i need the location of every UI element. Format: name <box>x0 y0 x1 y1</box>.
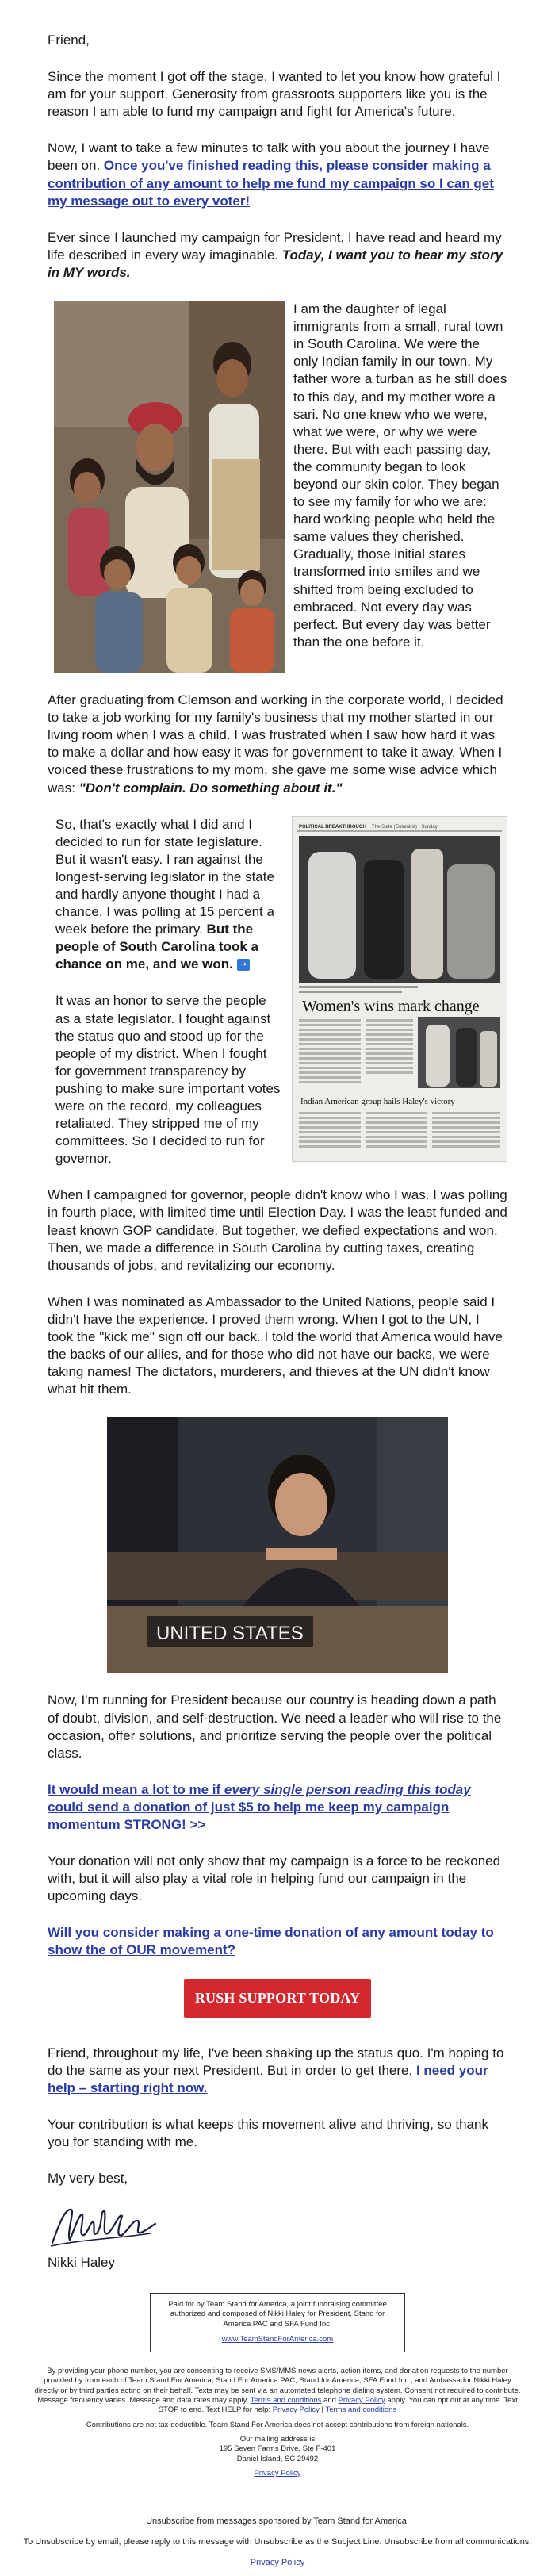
unsubscribe-section <box>0 2517 555 2567</box>
newspaper-clipping-photo <box>292 816 507 1162</box>
donate-5-link[interactable] <box>48 1782 471 1832</box>
contribute-link-1[interactable]: Once you've finished reading this, please consider making a contribution of any amount to help me fund my campaign so I can get my message out to every voter! <box>48 158 494 209</box>
newspaper-masthead-left: POLITICAL BREAKTHROUGH <box>299 824 366 830</box>
sms-and: and <box>321 2395 339 2405</box>
newspaper-masthead-right: The State (Columbia) · Sunday <box>372 824 438 830</box>
donate-5-text-b: every single person reading this today <box>224 1781 471 1797</box>
greeting: Friend, <box>48 33 90 48</box>
un-nameplate: UNITED STATES <box>156 1623 304 1645</box>
unsubscribe-email[interactable]: To Unsubscribe by email, please reply to this message with Unsubscribe as the Subject Line. Unsubscribe from all communications. <box>23 2537 532 2547</box>
donate-5-text-c: could send a donation of just $5 to help me keep my campaign momentum STRONG! >> <box>48 1799 450 1832</box>
arrow-right-icon: ➞ <box>237 959 250 971</box>
sms-consent-lead: By providing your phone number, you are consenting to receive SMS/MMS news alerts, action items, and donation requests to the number provided by from each of Team Stand For America, Stand For America PAC, Stand for America, SFA Fund Inc., and Ambassador Nikki Haley directly or by third parties acting on their behalf. Texts may be sent via an automated telephone dialing system. Consent not required to contribute. Message frequency varies. Message and data rates may apply. <box>34 2366 521 2405</box>
email-body <box>48 0 507 2352</box>
journey-text: Now, I want to take a few minutes to talk with you about the journey I have been on. <box>48 140 490 174</box>
business-paragraph <box>48 692 507 797</box>
donate-5-paragraph <box>48 1781 507 1834</box>
newspaper-clipping-illustration <box>293 817 507 1161</box>
status-quo-text: Friend, throughout my life, I've been shaking up the status quo. I'm hoping to do the same as your next President. But in order to get there, <box>48 2045 504 2079</box>
state-legislator-paragraph: It was an honor to serve the people as a state legislator. I fought against the status quo and stood up for the people of my district. When I fought for government transparency by pushing to make sure important votes were on the record, my colleagues retaliated. They stripped me of my committees. So I decided to run for governor. <box>56 993 281 1167</box>
legal-section <box>32 2367 523 2478</box>
privacy-link-inline-2[interactable]: Privacy Policy <box>272 2405 320 2415</box>
rush-support-button[interactable]: RUSH SUPPORT TODAY <box>184 1979 371 2018</box>
story-text: Ever since I launched my campaign for President, I have read and heard my life described in every way imaginable. <box>48 229 502 263</box>
governor-paragraph: When I campaigned for governor, people didn't know who I was. I was polling in fourth place, with limited time until Election Day. I was the least funded and least known GOP candidate. But together, we defied expectations and won. Then, we made a difference in South Carolina by cutting taxes, creating thousands of jobs, and revitalizing our economy. <box>48 1187 507 1273</box>
closing: My very best, <box>48 2171 128 2187</box>
thank-you-paragraph: Your contribution is what keeps this movement alive and thriving, so thank you for standing with me. <box>48 2117 488 2150</box>
un-photo <box>107 1417 448 1673</box>
business-text: After graduating from Clemson and working in the corporate world, I decided to take a job working for my family's business that my mother started in our living room when I was a child. I was frustrated when I saw how hard it was to make a dollar and how easy it was for government to take it away. When I voiced these frustrations to my mom, she gave me some wise advice which was: <box>48 692 503 795</box>
president-paragraph: Now, I'm running for President because our country is heading down a path of doubt, division, and self-destruction. We need a leader who will rise to the occasion, offer solutions, and prioritize serving the people over the political class. <box>48 1692 502 1761</box>
one-time-donation-paragraph <box>48 1924 507 1959</box>
mom-quote: "Don't complain. Do something about it." <box>78 780 343 795</box>
status-quo-paragraph <box>48 2045 507 2097</box>
signature-image <box>48 2202 159 2251</box>
legislature-lead: So, that's exactly what I did and I decided to run for state legislature. But it wasn't easy. I ran against the longest-serving legislator in the state and hardly anyone thought I had a chance. I was polling at 15 percent a week before the primary. <box>56 816 274 937</box>
privacy-link-inline-1[interactable]: Privacy Policy <box>338 2395 385 2405</box>
sms-consent-text <box>32 2367 523 2416</box>
intro-paragraph: Since the moment I got off the stage, I wanted to let you know how grateful I am for your support. Generosity from grassroots supporters like you is the reason I am able to fund my campaign and fight for America's future. <box>48 69 501 120</box>
one-time-donation-link[interactable]: Will you consider making a one-time donation of any amount today to show the of OUR movement? <box>48 1925 494 1958</box>
family-photo <box>54 301 285 673</box>
sms-consent-tail: apply. You can opt out at any time. Text STOP to end. Text HELP for help: <box>158 2395 518 2415</box>
paid-for-text: Paid for by Team Stand for America, a joint fundraising committee authorized and composed of Nikki Haley for President, Stand for America PAC and SFA Fund Inc. <box>168 2299 387 2329</box>
family-photo-illustration <box>54 301 285 673</box>
sms-separator: | <box>319 2405 326 2415</box>
cta-wrapper <box>48 1979 507 2018</box>
story-emphasis: Today, I want you to hear my story in MY words. <box>48 247 503 280</box>
journey-paragraph <box>48 140 507 209</box>
address-line-1: 195 Seven Farms Drive, Ste F-401 <box>219 2444 336 2454</box>
legislature-win: But the people of South Carolina took a chance on me, and we won. <box>56 922 258 972</box>
family-section <box>48 301 507 673</box>
address-label: Our mailing address is <box>239 2434 316 2444</box>
ambassador-paragraph: When I was nominated as Ambassador to the United Nations, people said I didn't have the experience. I proved them wrong. When I got to the UN, I took the "kick me" sign off our back. I told the world that America would have the backs of our allies, and for those who did not have our backs, we were taking names! The dictators, murderers, and thieves at the UN didn't know what hit them. <box>48 1294 503 1397</box>
newspaper-headline: Women's wins mark change <box>302 997 480 1015</box>
not-deductible-text: Contributions are not tax-deductible. Team Stand For America does not accept contributions from foreign nationals. <box>86 2420 469 2429</box>
need-help-link[interactable]: I need your help – starting right now. <box>48 2063 488 2096</box>
donate-5-text-a: It would mean a lot to me if <box>48 1781 224 1797</box>
story-paragraph <box>48 229 507 282</box>
donation-impact-paragraph: Your donation will not only show that my campaign is a force to be reckoned with, but it will also play a vital role in helping fund our campaign in the upcoming days. <box>48 1853 501 1904</box>
privacy-policy-link[interactable]: Privacy Policy <box>254 2468 301 2478</box>
team-stand-site-link[interactable]: www.TeamStandForAmerica.com <box>221 2335 334 2344</box>
un-photo-illustration <box>107 1417 448 1673</box>
privacy-policy-bottom-link[interactable]: Privacy Policy <box>250 2558 305 2568</box>
legislature-section <box>48 816 507 1168</box>
signature-illustration <box>48 2202 159 2251</box>
family-text: I am the daughter of legal immigrants from a small, rural town in South Carolina. We were the only Indian family in our town. My father wore a turban as he still does to this day, and my mother wore a sari. No one knew who we were, what we were, or why we were there. But with each passing day, the community began to look beyond our skin color. They began to see my family for who we are: hard working people who held the same values they cherished. Gradually, those initial stares transformed into smiles and we shifted from being excluded to embraced. Not every day was perfect. But every day was better than the one before it. <box>293 301 507 650</box>
address-line-2: Daniel Island, SC 29492 <box>236 2454 319 2463</box>
unsubscribe-sponsor[interactable]: Unsubscribe from messages sponsored by Team Stand for America. <box>146 2517 409 2527</box>
paid-for-box <box>150 2293 405 2352</box>
terms-link-2[interactable]: Terms and conditions <box>325 2405 397 2415</box>
terms-link-1[interactable]: Terms and conditions <box>250 2395 322 2405</box>
newspaper-subhead: Indian American group hails Haley's victory <box>300 1096 455 1106</box>
signer-name: Nikki Haley <box>48 2255 116 2271</box>
